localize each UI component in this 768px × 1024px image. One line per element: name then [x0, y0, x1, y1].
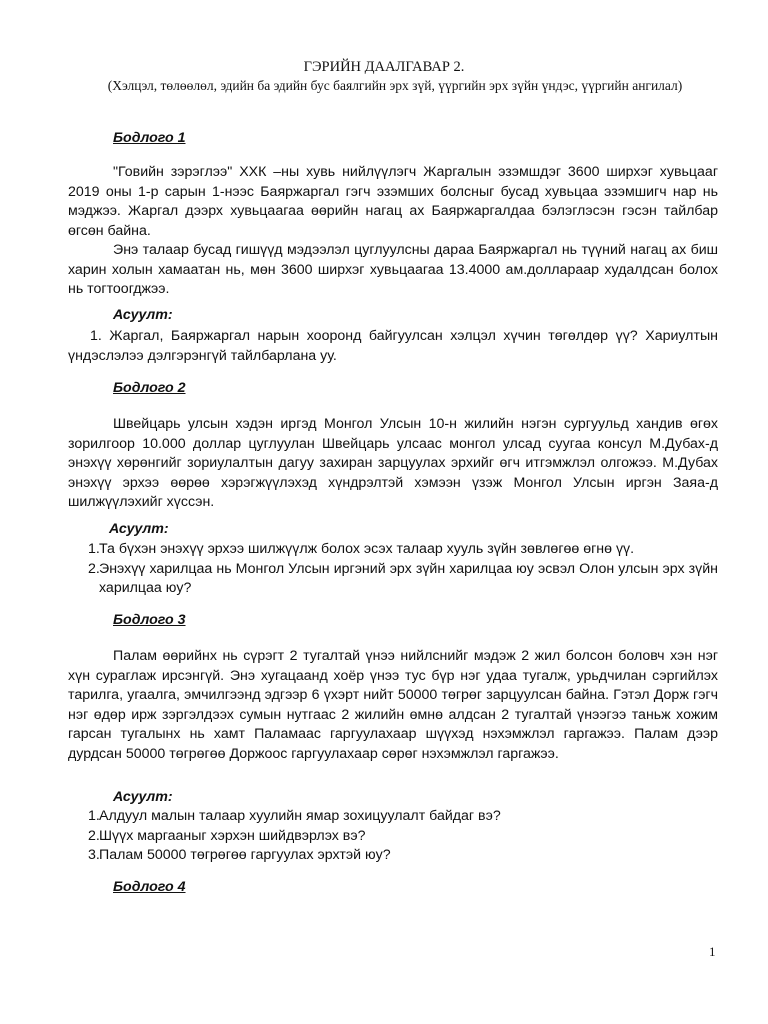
question-number: 2.	[88, 827, 100, 844]
question-text: Алдуул малын талаар хуулийн ямар зохицуулалт байдаг вэ?	[99, 808, 501, 824]
document-subtitle: (Хэлцэл, төлөөлөл, эдийн ба эдийн бус баялгийн эрх зүй, үүргийн эрх зүйн үндэс, үүргийн ангилал)	[107, 78, 683, 93]
question-text: Энэхүү харилцаа нь Монгол Улсын иргэний эрх зүйн харилцаа юу эсвэл Олон улсын эрх зүйн харилцаа юу?	[99, 560, 718, 596]
problem-1-paragraph-2: Энэ талаар бусад гишүүд мэдээлэл цуглуулсны дараа Баяржаргал нь түүний нагац ах биш харин холын хамаатан нь, мөн 3600 ширхэг хувьцаагаа 13.4000 ам.доллараар худалдсан болох нь тогтоогджээ.	[68, 242, 718, 297]
problem-3-heading: Бодлого 3	[113, 612, 186, 628]
question-text: Та бүхэн энэхүү эрхээ шилжүүлж болох эсэх талаар хууль зүйн зөвлөгөө өгнө үү.	[99, 541, 635, 557]
question-number: 1.	[88, 541, 100, 557]
document-title: ГЭРИЙН ДААЛГАВАР 2.	[303, 59, 465, 75]
problem-2-question-list	[68, 540, 718, 599]
question-item	[68, 807, 718, 827]
problem-3-paragraph-1: Палам өөрийнх нь сүрэгт 2 тугалтай үнээ нийлснийг мэдэж 2 жил болсон боловч хэн нэг хүн сураглаж ирсэнгүй. Энэ хугацаанд хоёр үнээ тус бүр нэг удаа тугалж, урьдчилан сэргийлэх тарилга, угаалга, эмчилгээнд эдгээр 6 үхэрт нийт 50000 төгрөг зарцуулсан байна. Гэтэл Дорж гэгч нэг өдөр ирж зэргэлдээх сумын нутгаас 2 жилийн өмнө алдсан 2 тугалтай үнээгээ таньж хожим гарсан тугалынх нь хамт Паламаас гаргуулахаар шүүхэд нэхэмжлэл гаргажээ. Палам дээр дурдсан 50000 төгрөгөө Доржоос гаргуулахаар сөрөг нэхэмжлэл гаргажээ.	[68, 648, 718, 762]
question-text: Шүүх маргааныг хэрхэн шийдвэрлэх вэ?	[99, 827, 366, 844]
problem-1-question-list	[68, 327, 718, 366]
problem-3-question-list	[68, 807, 718, 866]
question-text: 1. Жаргал, Баяржаргал нарын хооронд байгуулсан хэлцэл хүчин төгөлдөр үү? Хариултын үндэслэлээ дэлгэрэнгүй тайлбарлана уу.	[68, 328, 718, 364]
question-item	[68, 827, 718, 847]
question-item	[68, 560, 718, 599]
question-number: 3.	[88, 847, 100, 863]
question-text: Палам 50000 төгрөгөө гаргуулах эрхтэй юу?	[99, 847, 391, 863]
question-item	[68, 846, 718, 866]
problem-1-paragraph-1: "Говийн зэрэглээ" ХХК –ны хувь нийлүүлэгч Жаргалын эзэмшдэг 3600 ширхэг хувьцааг 2019 оны 1-р сарын 1-нээс Баяржаргал гэгч эзэмших болсныг бусад хувьцаа эзэмшигч нар нь мэджээ. Жаргал дээрх хувьцаагаа өөрийн нагац ах Баяржаргалдаа бэлэглэсэн гэсэн тайлбар өгсөн байна.	[68, 164, 718, 239]
problem-2-paragraph-1: Швейцарь улсын хэдэн иргэд Монгол Улсын 10-н жилийн нэгэн сургуульд хандив өгөх зорилгоор 10.000 доллар цуглуулан Швейцарь улсаас монгол улсад суугаа консул М.Дубах-д энэхүү хөрөнгийг зориулалтын дагуу захиран зарцуулах эрхийг өгч итгэмжлэл олгожээ. М.Дубах энэхүү эрхээ өөрөө хэрэгжүүлэхэд хүндрэлтэй хэмээн үзэж Монгол Улсын иргэн Заяа-д шилжүүлэхийг хүссэн.	[68, 416, 718, 510]
question-item	[68, 327, 718, 366]
problem-2-question-label: Асуулт:	[109, 521, 169, 537]
question-item	[68, 540, 718, 560]
problem-2-heading: Бодлого 2	[113, 380, 186, 396]
problem-1-question-label: Асуулт:	[113, 307, 173, 323]
page-number: 1	[709, 944, 716, 959]
question-number: 1.	[88, 808, 100, 824]
problem-4-heading: Бодлого 4	[113, 879, 186, 895]
problem-3-question-label: Асуулт:	[113, 789, 173, 805]
problem-1-heading: Бодлого 1	[113, 130, 186, 146]
question-number: 2.	[88, 560, 100, 577]
